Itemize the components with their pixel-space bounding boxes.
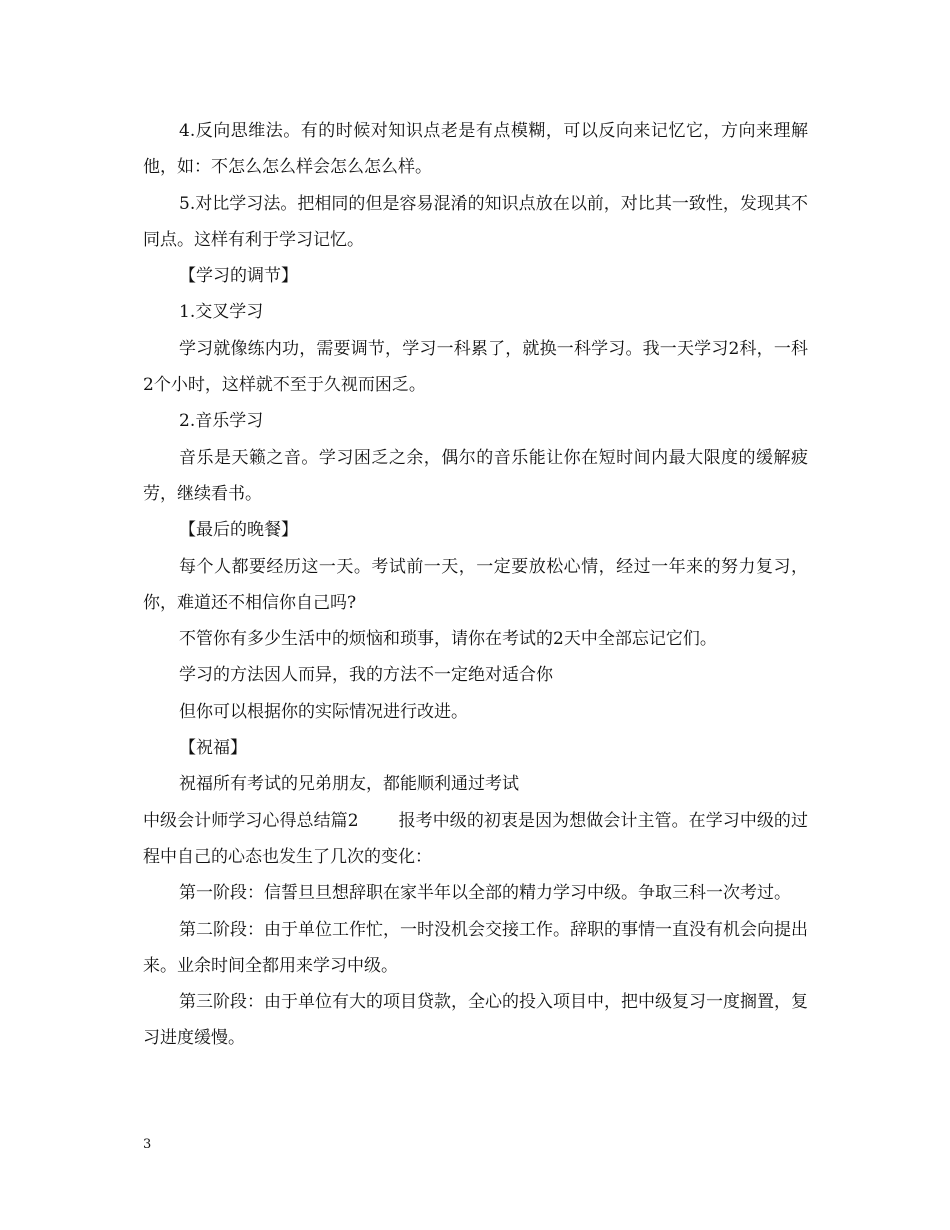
subheading-cross-study: 1.交叉学习 <box>179 302 264 323</box>
paragraph-methods-vary: 学习的方法因人而异，我的方法不一定绝对适合你 <box>179 665 553 686</box>
paragraph-blessing: 祝福所有考试的兄弟朋友，都能顺利通过考试 <box>179 774 519 795</box>
section-heading-blessing: 【祝福】 <box>179 738 247 759</box>
paragraph-forget-worries: 不管你有多少生活中的烦恼和琐事，请你在考试的2天中全部忘记它们。 <box>179 629 717 650</box>
paragraph-stage-two: 第二阶段：由于单位工作忙，一时没机会交接工作。辞职的事情一直没有机会向提出来。业余时间全都用来学习中级。 <box>143 919 808 976</box>
article2-title: 中级会计师学习心得总结篇2 <box>143 810 359 831</box>
page-number: 3 <box>143 1137 152 1152</box>
paragraph-comparison-method: 5.对比学习法。把相同的但是容易混淆的知识点放在以前，对比其一致性，发现其不同点。这样有利于学习记忆。 <box>143 193 808 250</box>
paragraph-stage-three: 第三阶段：由于单位有大的项目贷款，全心的投入项目中，把中级复习一度搁置，复习进度缓慢。 <box>143 992 808 1049</box>
document-body <box>143 113 808 1057</box>
subheading-music-study: 2.音乐学习 <box>179 411 264 432</box>
paragraph-music-study: 音乐是天籁之音。学习困乏之余，偶尔的音乐能让你在短时间内最大限度的缓解疲劳，继续看书。 <box>143 447 808 504</box>
paragraph-cross-study: 学习就像练内功，需要调节，学习一科累了，就换一科学习。我一天学习2科，一科2个小时，这样就不至于久视而困乏。 <box>143 338 808 396</box>
section-heading-last-supper: 【最后的晚餐】 <box>179 520 298 541</box>
paragraph-reverse-thinking: 4.反向思维法。有的时候对知识点老是有点模糊，可以反向来记忆它，方向来理解他，如：不怎么怎么样会怎么怎么样。 <box>143 121 808 178</box>
section-heading-study-adjustment: 【学习的调节】 <box>179 266 298 287</box>
paragraph-adjust-method: 但你可以根据你的实际情况进行改进。 <box>179 701 468 722</box>
article2-opening <box>143 803 808 876</box>
paragraph-exam-eve: 每个人都要经历这一天。考试前一天，一定要放松心情，经过一年来的努力复习，你，难道还不相信你自己吗? <box>143 556 808 613</box>
paragraph-stage-one: 第一阶段：信誓旦旦想辞职在家半年以全部的精力学习中级。争取三科一次考过。 <box>179 883 791 904</box>
article2-intro: 报考中级的初衷是因为想做会计主管。在学习中级的过程中自己的心态也发生了几次的变化： <box>143 810 808 867</box>
